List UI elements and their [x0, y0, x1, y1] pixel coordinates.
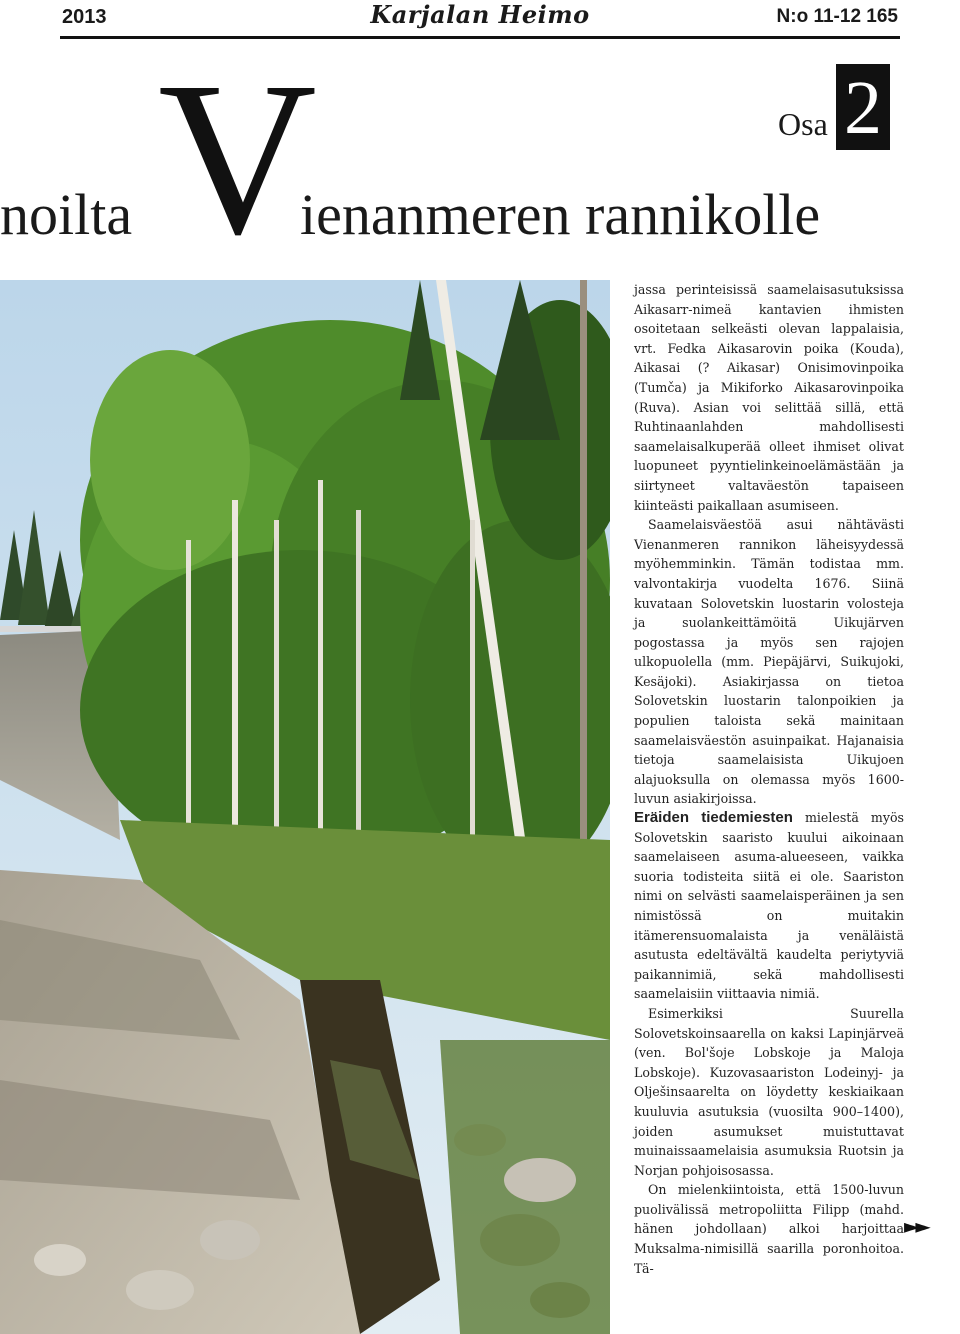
part-label: Osa [778, 106, 828, 142]
title-left: noilta [0, 182, 133, 247]
text-column-1 [634, 280, 904, 809]
year-label: 2013 [62, 6, 107, 28]
paragraph: Saamelaisväestöä asui nähtävästi Vienanmeren rannikon läheisyydessä myöhemminkin. Tämän todistaa mm. valvontakirja vuodelta 1676. Siinä kuvataan Solovetskin luostarin volosteja ja suolankeittämöitä Uikujärven pogostassa ja myös sen rajojen ulkopuolella (mm. Piepäjärvi, Suikujoki, Kesäjoki). Asiakirjassa on tietoa Solovetskin luostarin talonpoikien ja populien taloista sekä mainitaan saamelaisväestön asuinpaikat. Hajanaisia tietoja saamelaisista Uikujoen alajuoksulla on olemassa myös 1600-luvun asiakirjoissa. [634, 517, 904, 807]
paragraph: On mielenkiintoista, että 1500-luvun puolivälissä metropoliitta Filipp (mahd. hänen johdollaan) alkoi harjoittaa Muksalma-nimisillä saarilla poronhoitoa. Tä- [634, 1182, 904, 1276]
page-header [60, 0, 900, 39]
lead-in: Eräiden tiedemiesten [634, 809, 793, 826]
paragraph [634, 808, 904, 1004]
part-number-badge: 2 [836, 64, 890, 150]
continue-arrow-icon: ►► [904, 1214, 927, 1238]
paragraph-text: mielestä myös Solovetskin saaristo kuului aikoinaan saamelaiseen asuma-alueeseen, vaikka suoria todisteita siitä ei ole. Saariston nimi on selvästi saamelaisperäinen ja sen nimistössä on muitakin itämerensuomalaista ja venäläistä asutusta edeltävältä kaudelta periytyviä paikannimiä, sekä mahdollisesti saamelaisiin viittaavia nimiä. [634, 810, 905, 1002]
title-right: ienanmeren rannikolle [300, 182, 821, 247]
paragraph: jassa perinteisissä saamelaisasutuksissa Aikasarr-nimeä kantavien ihmisten osoitetaan selkeästi olevan lappalaisia, vrt. Fedka Aikasarovin poika (Kouda), Aikasai (? Aikasar) Onisimovinpoika (Tumča) ja Mikiforko Aikasarovinpoika (Ruva). Asian voi selittää sillä, että Ruhtinaanlahden mahdollisesti saamelaisalkuperää olleet ihmiset olivat luopuneet pyyntielinkeinoelämästään ja siirtyneet valtaväestön tapaiseen kiinteästi paikallaan asumiseen. [634, 282, 904, 513]
paragraph: Esimerkiksi Suurella Solovetskoinsaarella on kaksi Lapinjärveä (ven. Bol'šoje Lobskoje ja Maloja Lobskoje). Kuzovasaariston Lodeinyj- ja Olješinsaarelta on löydetty keskiaikaan kuuluvia asutuksia (vuosilta 900–1400), joiden asumukset muistuttavat muinaissaamelaisia asumuksia Ruotsin ja Norjan pohjoisosassa. [634, 1005, 904, 1178]
issue-number: N:o 11-12 165 [776, 6, 898, 27]
title-initial: V [158, 36, 317, 280]
text-column-2 [634, 808, 904, 1278]
masthead: Karjalan Heimo [370, 0, 590, 29]
forest-road-photo [0, 280, 610, 1334]
